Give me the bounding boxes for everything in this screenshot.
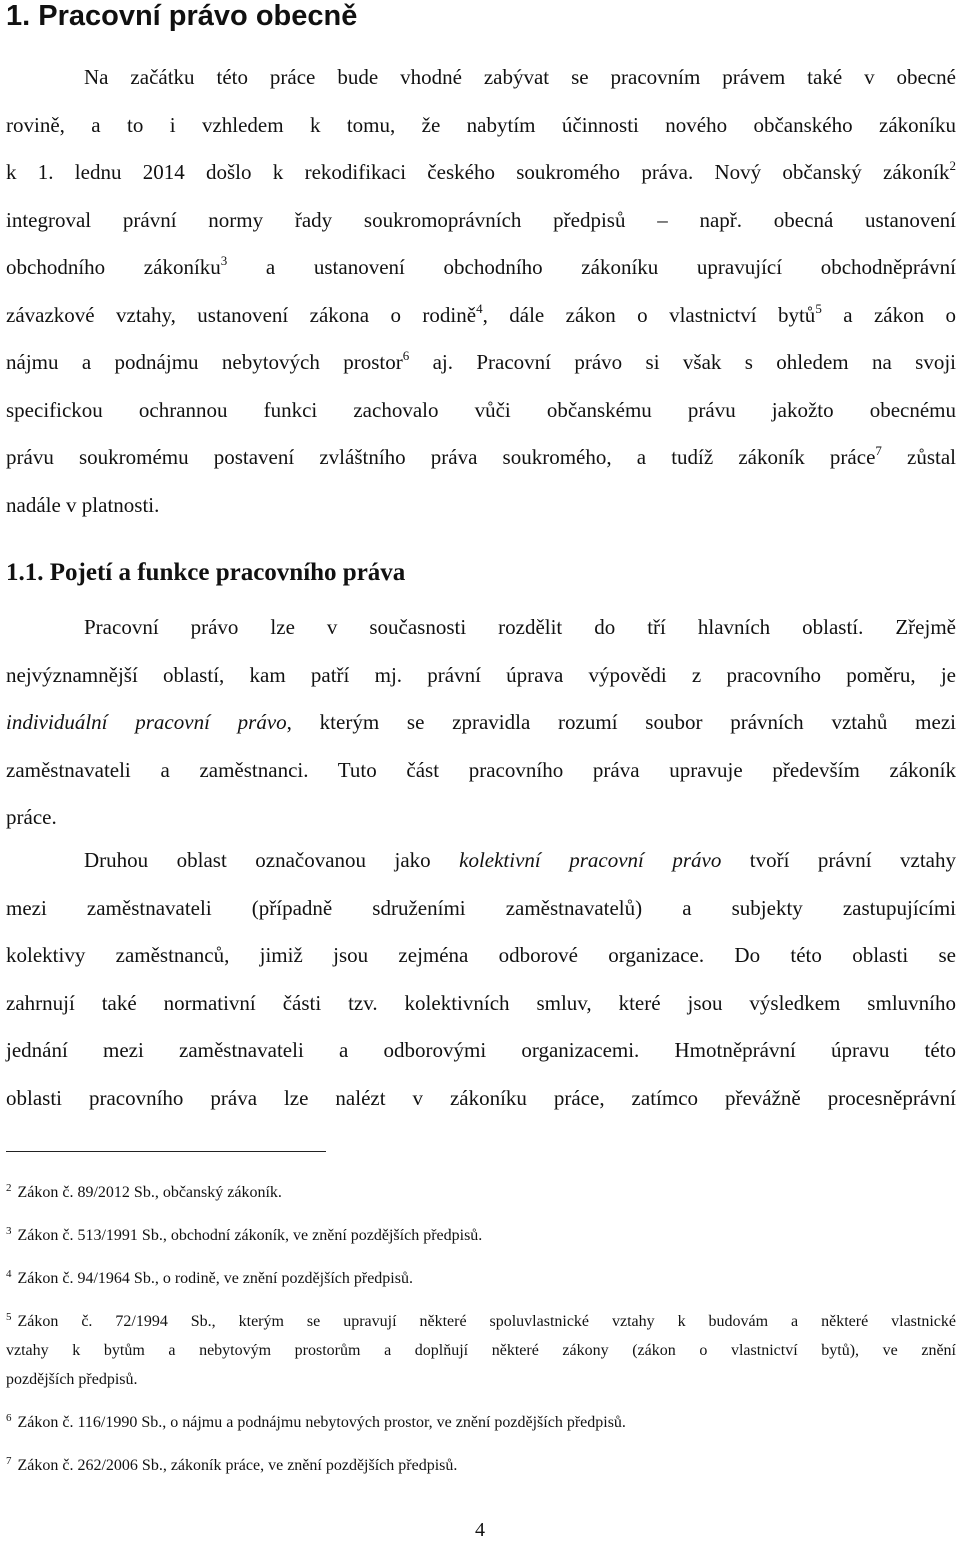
text-line: nejvýznamnější oblastí, kam patří mj. právní úprava výpovědi z pracovního poměru, je bbox=[6, 662, 956, 687]
emphasis: individuální pracovní právo bbox=[6, 710, 287, 734]
text-line: rovině, a to i vzhledem k tomu, že nabytím účinnosti nového občanského zákoníku bbox=[6, 112, 956, 137]
footnote-7: $^7$ Zákon č. 262/2006 Sb., zákoník práce, ve znění pozdějších předpisů. bbox=[6, 1455, 458, 1474]
footnote-ref[interactable]: 7 bbox=[875, 443, 882, 458]
text-line: zaměstnavateli a zaměstnanci. Tuto část pracovního práva upravuje především zákoník bbox=[6, 757, 956, 782]
text-line: zahrnují také normativní části tzv. kolektivních smluv, které jsou výsledkem smluvního bbox=[6, 990, 956, 1015]
text-line: kolektivy zaměstnanců, jimiž jsou zejména odborové organizace. Do této oblasti se bbox=[6, 943, 956, 967]
footnotes bbox=[6, 1178, 956, 1480]
page-number: 4 bbox=[475, 1519, 485, 1541]
text-line: mezi zaměstnavateli (případně sdruženími zaměstnavatelů) a subjekty zastupujícími bbox=[6, 895, 956, 920]
text-line: závazkové vztahy, ustanovení zákona o rodině$^4$, dále zákon o vlastnictví bytů$^5$ a zákon o bbox=[6, 300, 956, 327]
text-line: Na začátku této práce bude vhodné zabývat se pracovním právem také v obecné bbox=[84, 65, 956, 89]
paragraph-collective bbox=[6, 837, 956, 1122]
section-heading: 1.1. Pojetí a funkce pracovního práva bbox=[6, 559, 406, 586]
footnote-5: $^5$ Zákon č. 72/1994 Sb., kterým se upravují některé spoluvlastnické vztahy k budovám a některé vlastnické vztahy k bytům a nebytovým prostorům a doplňují některé zákony (zákon o vlastnictví bytů), ve znění pozdějších předpisů. bbox=[6, 1311, 956, 1388]
text-line: nadále v platnosti. bbox=[6, 492, 160, 517]
footnote-ref[interactable]: 2 bbox=[949, 158, 956, 173]
footnote-2: $^2$ Zákon č. 89/2012 Sb., občanský zákoník. bbox=[6, 1182, 282, 1201]
text-line: právu soukromému postavení zvláštního práva soukromého, a tudíž zákoník práce$^7$ zůstal bbox=[6, 443, 957, 469]
text-line: k 1. lednu 2014 došlo k rekodifikaci českého soukromého práva. Nový občanský zákoník$^2$ bbox=[6, 158, 956, 184]
chapter-heading: 1. Pracovní právo obecně bbox=[6, 0, 358, 32]
footnote-ref[interactable]: 3 bbox=[220, 253, 228, 268]
text-line: oblasti pracovního práva lze nalézt v zákoníku práce, zatímco převážně procesněprávní bbox=[6, 1085, 956, 1110]
footnote-ref[interactable]: 6 bbox=[402, 348, 410, 363]
emphasis: kolektivní pracovní právo bbox=[459, 848, 722, 872]
text-line: integroval právní normy řady soukromoprávních předpisů – např. obecná ustanovení bbox=[6, 207, 956, 232]
text-line: práce. bbox=[6, 805, 57, 829]
footnote-4: $^4$ Zákon č. 94/1964 Sb., o rodině, ve znění pozdějších předpisů. bbox=[6, 1268, 413, 1287]
paragraph-intro bbox=[6, 54, 956, 529]
footnote-ref[interactable]: 4 bbox=[476, 300, 483, 316]
text-line: individuální pracovní právo, kterým se zpravidla rozumí soubor právních vztahů mezi bbox=[6, 710, 956, 734]
text-line: jednání mezi zaměstnavateli a odborovými organizacemi. Hmotněprávní úpravu této bbox=[6, 1038, 956, 1062]
paragraph-areas bbox=[6, 604, 956, 842]
footnote-divider bbox=[6, 1151, 326, 1152]
text-line: nájmu a podnájmu nebytových prostor$^6$ aj. Pracovní právo si však s ohledem na svoji bbox=[6, 348, 956, 374]
text-line: Pracovní právo lze v současnosti rozdělit do tří hlavních oblastí. Zřejmě bbox=[84, 615, 956, 639]
text-line: specifickou ochrannou funkci zachovalo vůči občanskému právu jakožto obecnému bbox=[6, 397, 956, 422]
text-line: Druhou oblast označovanou jako kolektivní pracovní právo tvoří právní vztahy bbox=[84, 848, 957, 872]
footnote-6: $^6$ Zákon č. 116/1990 Sb., o nájmu a podnájmu nebytových prostor, ve znění pozdějších předpisů. bbox=[6, 1412, 626, 1431]
footnote-ref[interactable]: 5 bbox=[815, 300, 822, 316]
footnote-3: $^3$ Zákon č. 513/1991 Sb., obchodní zákoník, ve znění pozdějších předpisů. bbox=[6, 1225, 483, 1244]
text-line: obchodního zákoníku$^3$ a ustanovení obchodního zákoníku upravující obchodněprávní bbox=[6, 253, 956, 279]
